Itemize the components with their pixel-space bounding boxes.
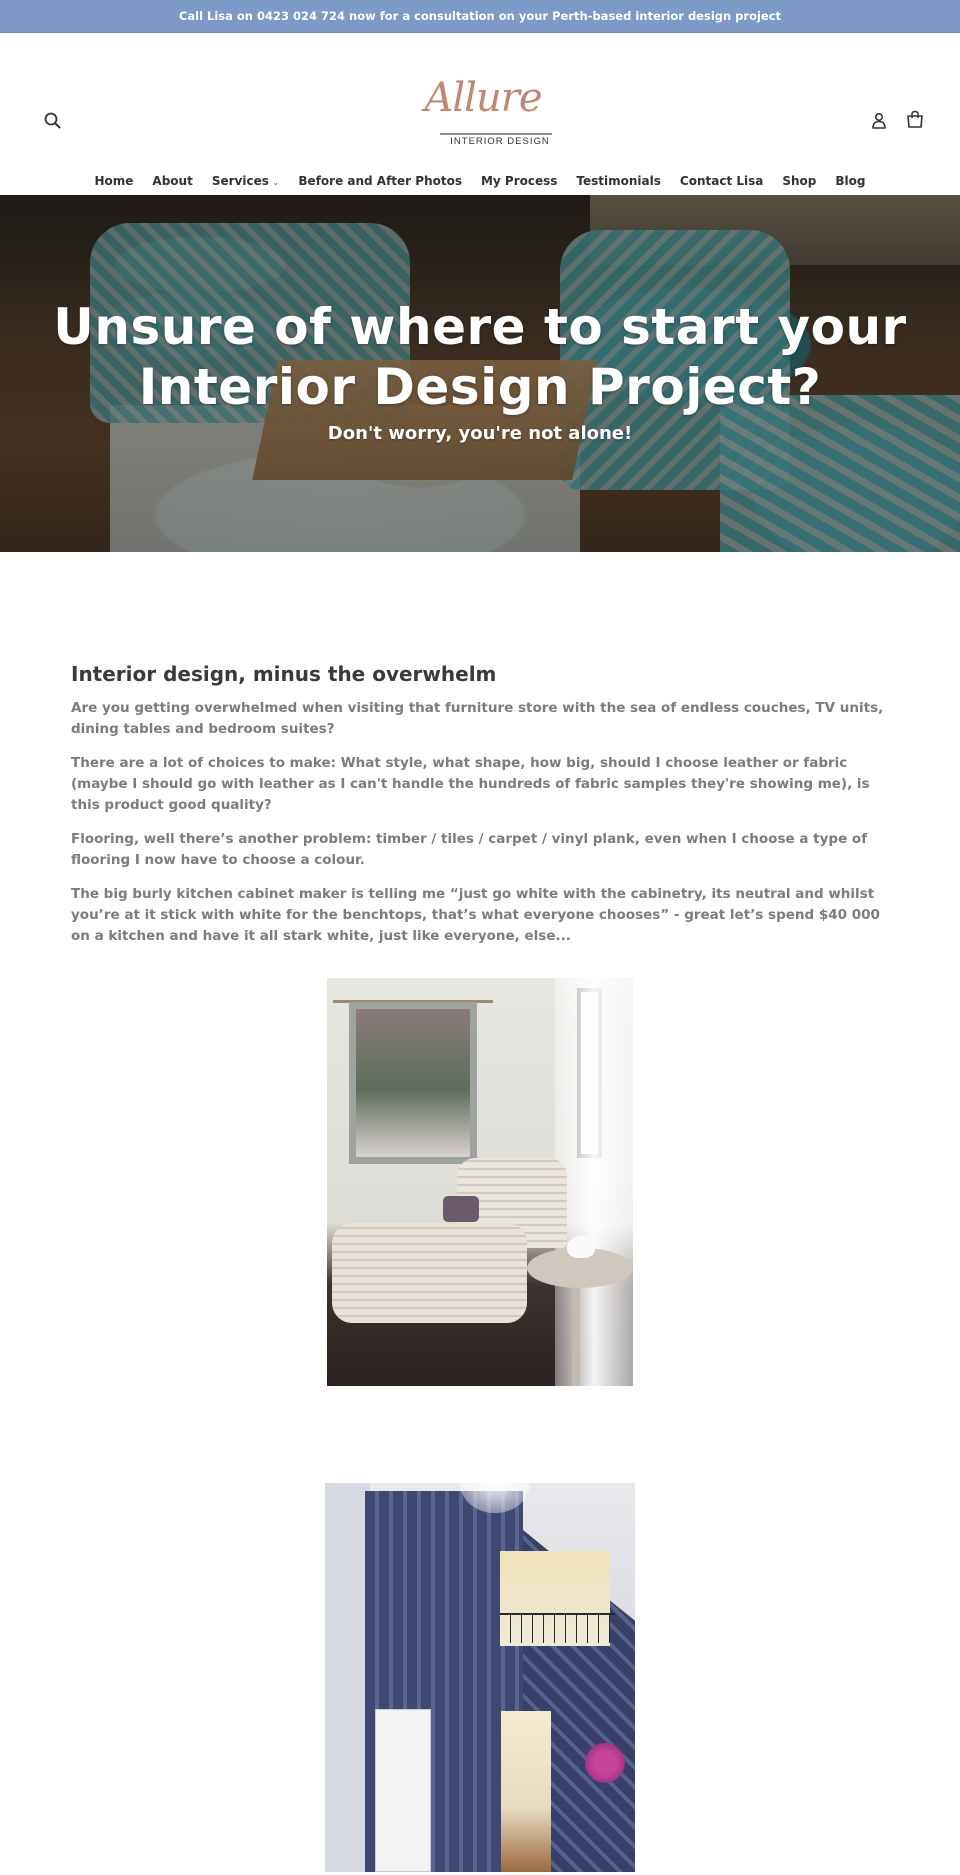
search-icon[interactable] — [42, 110, 64, 132]
announcement-bar — [0, 0, 960, 33]
logo-divider — [440, 133, 552, 135]
shopping-bag-icon[interactable] — [904, 109, 926, 131]
nav-item-before-after-photos[interactable] — [289, 173, 472, 191]
nav-item-about[interactable] — [143, 173, 202, 191]
photo-detail-chaise — [332, 1223, 527, 1323]
hero-subtitle: Don't worry, you're not alone! — [327, 423, 633, 444]
photo-detail-table-leg — [572, 1278, 580, 1386]
paragraph: The big burly kitchen cabinet maker is telling me “just go white with the cabinetry, its neutral and whilst you’re at it stick with white for the benchtops, that’s what everyone chooses” - great let’s spend $40 000 on a kitchen and have it all stark white, just like everyone, else... — [71, 886, 880, 944]
photo-detail-chandelier — [460, 1483, 530, 1513]
paragraph: There are a lot of choices to make: What style, what shape, how big, should I choose leather or fabric (maybe I should go with leather as I can't handle the hundreds of fabric samples they're showing me), is this product good quality? — [71, 755, 870, 813]
site-header — [0, 33, 960, 195]
nav-label: Services — [211, 174, 269, 188]
site-logo[interactable] — [400, 75, 560, 155]
section-heading: Interior design, minus the overwhelm — [71, 662, 497, 686]
photo-detail-wall-tapestry — [349, 1002, 477, 1164]
paragraph: Flooring, well there’s another problem: timber / tiles / carpet / vinyl plank, even when I choose a type of flooring I now have to choose a colour. — [71, 831, 868, 868]
photo-chaise-lounge — [327, 978, 633, 1386]
paragraph: Are you getting overwhelmed when visiting that furniture store with the sea of endless couches, TV units, dining tables and bedroom suites? — [71, 700, 884, 737]
hero-banner — [0, 195, 960, 552]
photo-detail-pillow — [443, 1196, 479, 1222]
nav-item-services[interactable] — [202, 173, 289, 191]
nav-item-shop[interactable] — [773, 173, 826, 191]
nav-item-contact-lisa[interactable] — [670, 173, 772, 191]
photo-detail-door — [375, 1709, 431, 1872]
nav-item-testimonials[interactable] — [567, 173, 670, 191]
nav-label: About — [152, 174, 193, 188]
photo-detail-flowers — [585, 1743, 625, 1783]
hero-title-line2: Interior Design Project? — [138, 358, 822, 416]
nav-label: Shop — [782, 174, 817, 188]
nav-item-my-process[interactable] — [471, 173, 566, 191]
photo-damask-entryway — [325, 1483, 635, 1872]
nav-item-home[interactable] — [85, 173, 143, 191]
photo-detail-hallway — [501, 1711, 551, 1872]
photo-detail-teapot — [567, 1236, 595, 1258]
logo-subtitle: INTERIOR DESIGN — [450, 136, 550, 147]
nav-label: Blog — [835, 174, 866, 188]
nav-label: My Process — [480, 174, 558, 188]
nav-label: Before and After Photos — [298, 174, 462, 188]
chevron-down-icon: ⌄ — [271, 178, 280, 188]
hero-title — [0, 297, 960, 417]
nav-item-blog[interactable] — [826, 173, 875, 191]
logo-script-text: Allure — [424, 75, 542, 121]
hero-title-line1: Unsure of where to start your — [53, 298, 907, 356]
announcement-text: Call Lisa on 0423 024 724 now for a consultation on your Perth-based interior design project — [178, 9, 782, 23]
main-nav — [0, 173, 960, 191]
photo-detail-railing — [500, 1613, 615, 1643]
nav-label: Home — [94, 174, 134, 188]
nav-label: Testimonials — [576, 174, 661, 188]
account-icon[interactable] — [868, 110, 890, 132]
nav-label: Contact Lisa — [679, 174, 764, 188]
main-content — [0, 552, 960, 947]
photo-detail-white-wall — [325, 1483, 370, 1872]
